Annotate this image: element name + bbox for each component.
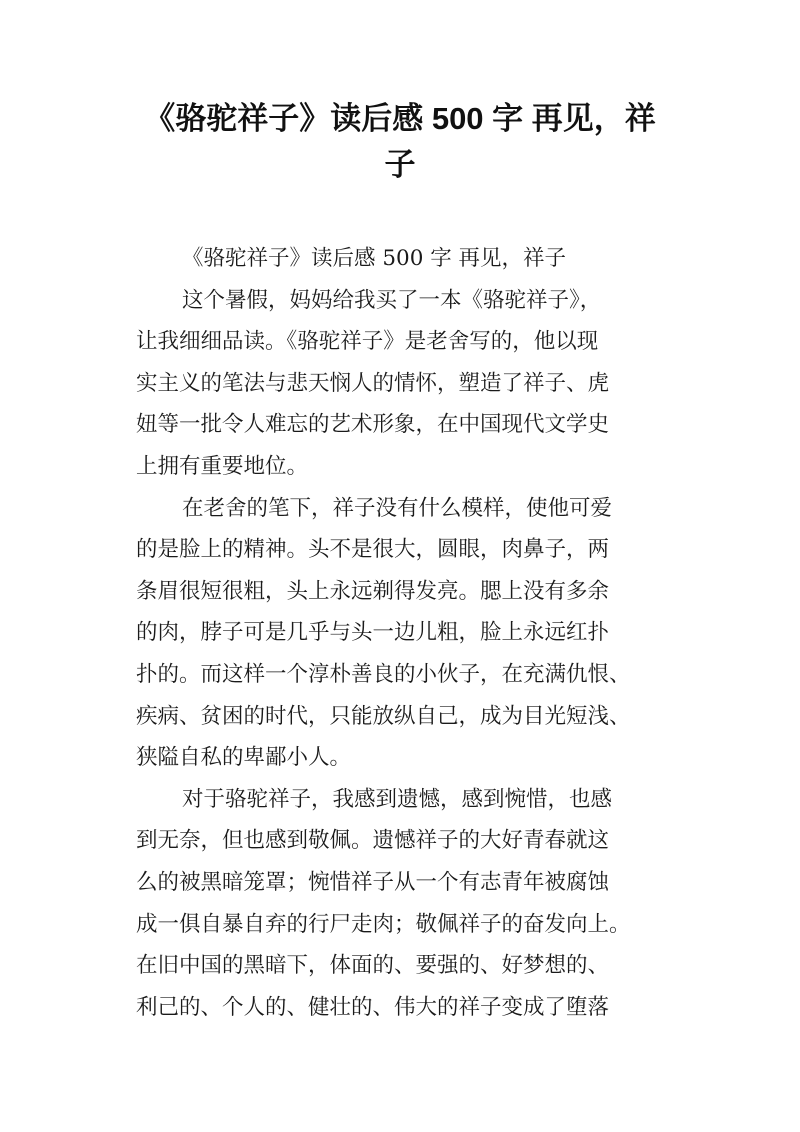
paragraph-1-line: 妞等一批令人难忘的艺术形象，在中国现代文学史 [136,412,610,438]
paragraph-3-line: 么的被黑暗笼罩；惋惜祥子从一个有志青年被腐蚀 [136,869,610,895]
paragraph-1-line: 实主义的笔法与悲天悯人的情怀，塑造了祥子、虎 [136,370,610,396]
paragraph-2-line: 狭隘自私的卑鄙小人。 [136,745,352,771]
title-line-2: 子 [384,147,416,182]
subtitle-line: 《骆驼祥子》读后感 500 字 再见，祥子 [182,246,567,271]
title-line-1: 《骆驼祥子》读后感 500 字 再见，祥 [144,101,656,136]
paragraph-1-line: 让我细细品读。《骆驼祥子》是老舍写的，他以现 [136,329,599,355]
paragraph-3-line: 对于骆驼祥子，我感到遗憾，感到惋惜，也感 [182,786,613,812]
paragraph-2-line: 条眉很短很粗，头上永远剃得发亮。腮上没有多余 [136,578,610,604]
paragraph-3-line: 到无奈，但也感到敬佩。遗憾祥子的大好青春就这 [136,828,610,854]
paragraph-3-line: 利己的、个人的、健壮的、伟大的祥子变成了堕落 [136,994,610,1020]
paragraph-3-line: 在旧中国的黑暗下，体面的、要强的、好梦想的、 [136,953,610,979]
paragraph-1-line: 这个暑假，妈妈给我买了一本《骆驼祥子》， [182,287,602,313]
document-title [120,96,680,188]
paragraph-2-line: 的是脸上的精神。头不是很大，圆眼，肉鼻子，两 [136,537,610,563]
paragraph-2-line: 的肉，脖子可是几乎与头一边儿粗，脸上永远红扑 [136,620,610,646]
paragraph-3-line: 成一俱自暴自弃的行尸走肉；敬佩祥子的奋发向上。 [136,911,631,937]
document-body [136,238,668,1028]
paragraph-2-line: 扑的。而这样一个淳朴善良的小伙子，在充满仇恨、 [136,661,631,687]
paragraph-2-line: 在老舍的笔下，祥子没有什么模样，使他可爱 [182,495,613,521]
paragraph-2-line: 疾病、贫困的时代，只能放纵自己，成为目光短浅、 [136,703,631,729]
paragraph-1-line: 上拥有重要地位。 [136,453,309,479]
